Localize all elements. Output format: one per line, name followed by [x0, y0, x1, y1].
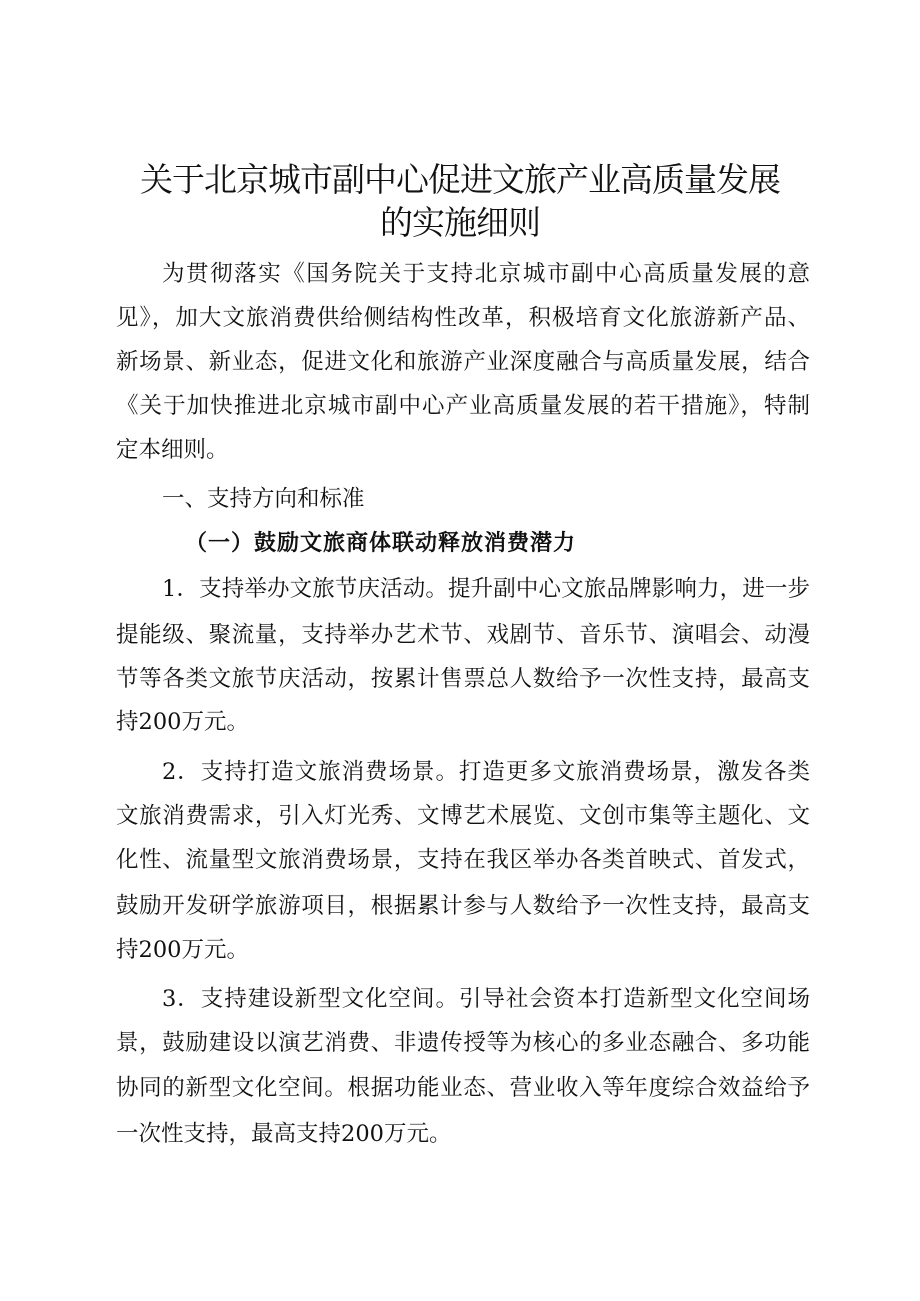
item-3-line: 一次性支持，最高支持200万元。	[116, 1121, 452, 1147]
item-2-line: 2．支持打造文旅消费场景。打造更多文旅消费场景，激发各类	[162, 759, 810, 785]
item-2-line: 持200万元。	[116, 937, 249, 963]
document-title-line-2: 的实施细则	[380, 203, 540, 242]
intro-line: 《关于加快推进北京城市副中心产业高质量发展的若干措施》，特制	[116, 393, 810, 419]
intro-line: 新场景、新业态，促进文化和旅游产业深度融合与高质量发展，结合	[116, 349, 810, 375]
intro-line: 见》，加大文旅消费供给侧结构性改革，积极培育文化旅游新产品、	[116, 305, 810, 331]
item-3-line: 协同的新型文化空间。根据功能业态、营业收入等年度综合效益给予	[116, 1075, 810, 1101]
item-1-line: 持200万元。	[116, 709, 249, 735]
document-title-line-1: 关于北京城市副中心促进文旅产业高质量发展	[140, 160, 780, 199]
item-3-line: 景，鼓励建设以演艺消费、非遗传授等为核心的多业态融合、多功能	[116, 1030, 810, 1056]
item-3-line: 3．支持建设新型文化空间。引导社会资本打造新型文化空间场	[162, 986, 810, 1012]
section-heading: 一、支持方向和标准	[162, 486, 365, 512]
item-1-line: 提能级、聚流量，支持举办艺术节、戏剧节、音乐节、演唱会、动漫	[116, 622, 810, 648]
intro-line: 为贯彻落实《国务院关于支持北京城市副中心高质量发展的意	[162, 261, 810, 287]
item-1-line: 1．支持举办文旅节庆活动。提升副中心文旅品牌影响力，进一步	[162, 576, 810, 602]
item-1-line: 节等各类文旅节庆活动，按累计售票总人数给予一次性支持，最高支	[116, 666, 810, 692]
item-2-line: 文旅消费需求，引入灯光秀、文博艺术展览、文创市集等主题化、文	[116, 803, 810, 829]
item-2-line: 化性、流量型文旅消费场景，支持在我区举办各类首映式、首发式，	[116, 847, 810, 873]
subsection-heading: （一）鼓励文旅商体联动释放消费潜力	[185, 531, 577, 556]
intro-line: 定本细则。	[116, 437, 229, 463]
item-2-line: 鼓励开发研学旅游项目，根据累计参与人数给予一次性支持，最高支	[116, 893, 810, 919]
